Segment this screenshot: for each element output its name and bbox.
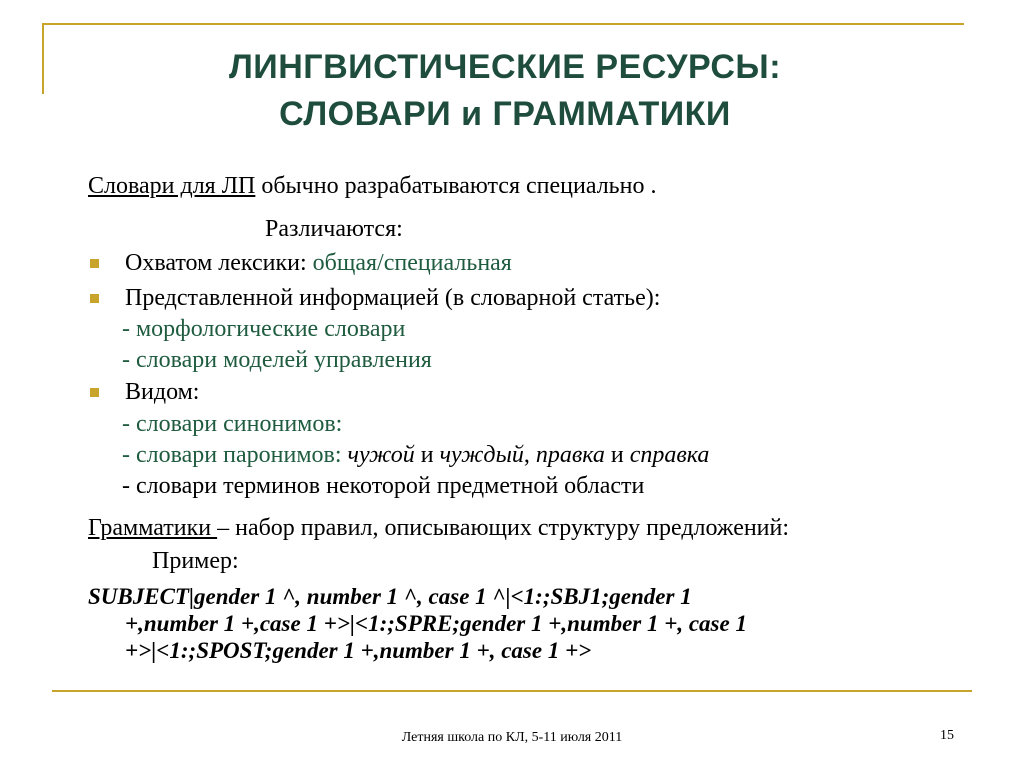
- b3-sub2-label: - словари паронимов:: [122, 442, 348, 468]
- page-number: 15: [940, 728, 954, 743]
- code-line2: +,number 1 +,case 1 +>|<1:;SPRE;gender 1 +,number 1 +, case 1: [125, 611, 747, 636]
- b3-word3: правка: [535, 442, 605, 468]
- intro-line: [88, 172, 656, 200]
- bullet-2: [90, 294, 99, 303]
- grammar-rest: – набор правил, описывающих структуру предложений:: [217, 515, 790, 541]
- bullet-1: [90, 259, 99, 268]
- b3-word2: чуждый: [439, 442, 524, 468]
- b3-and1: и: [414, 442, 440, 468]
- b1-label: Охватом лексики:: [125, 250, 313, 276]
- b3-word1: чужой: [347, 442, 415, 468]
- code-line1: SUBJECT|gender 1 ^, number 1 ^, case 1 ^|<1:;SBJ1;gender 1: [88, 584, 692, 609]
- b2-sub2: - словари моделей управления: [122, 347, 432, 373]
- differ-label: Различаются:: [265, 216, 403, 242]
- frame-top-rule: [42, 23, 964, 25]
- b3-sub1: - словари синонимов:: [122, 411, 343, 437]
- slide-title-line1: ЛИНГВИСТИЧЕСКИЕ РЕСУРСЫ:: [228, 48, 782, 86]
- footer-rule: [52, 690, 972, 692]
- b1-value: общая/специальная: [312, 250, 512, 276]
- b2-sub1: - морфологические словари: [122, 316, 406, 342]
- b3-and2: и: [604, 442, 630, 468]
- bullet-3-text: Видом:: [125, 379, 200, 405]
- slide-title-line2: СЛОВАРИ и ГРАММАТИКИ: [279, 95, 731, 133]
- b3-word4: справка: [629, 442, 710, 468]
- example-label: Пример:: [152, 548, 239, 574]
- bullet-3: [90, 388, 99, 397]
- bullet-2-text: Представленной информацией (в словарной статье):: [125, 285, 661, 311]
- grammar-line: [88, 514, 789, 542]
- b3-comma: ,: [523, 442, 536, 468]
- b3-sub2: [122, 441, 709, 469]
- grammar-underlined: Грамматики: [88, 515, 218, 541]
- footer-text: Летняя школа по КЛ, 5-11 июля 2011: [401, 730, 623, 745]
- bullet-1-text: [125, 249, 512, 277]
- code-line3: +>|<1:;SPOST;gender 1 +,number 1 +, case 1 +>: [125, 638, 592, 663]
- intro-rest: обычно разрабатываются специально .: [255, 173, 657, 199]
- b3-sub3: - словари терминов некоторой предметной области: [122, 473, 645, 499]
- intro-underlined: Словари для ЛП: [88, 173, 256, 199]
